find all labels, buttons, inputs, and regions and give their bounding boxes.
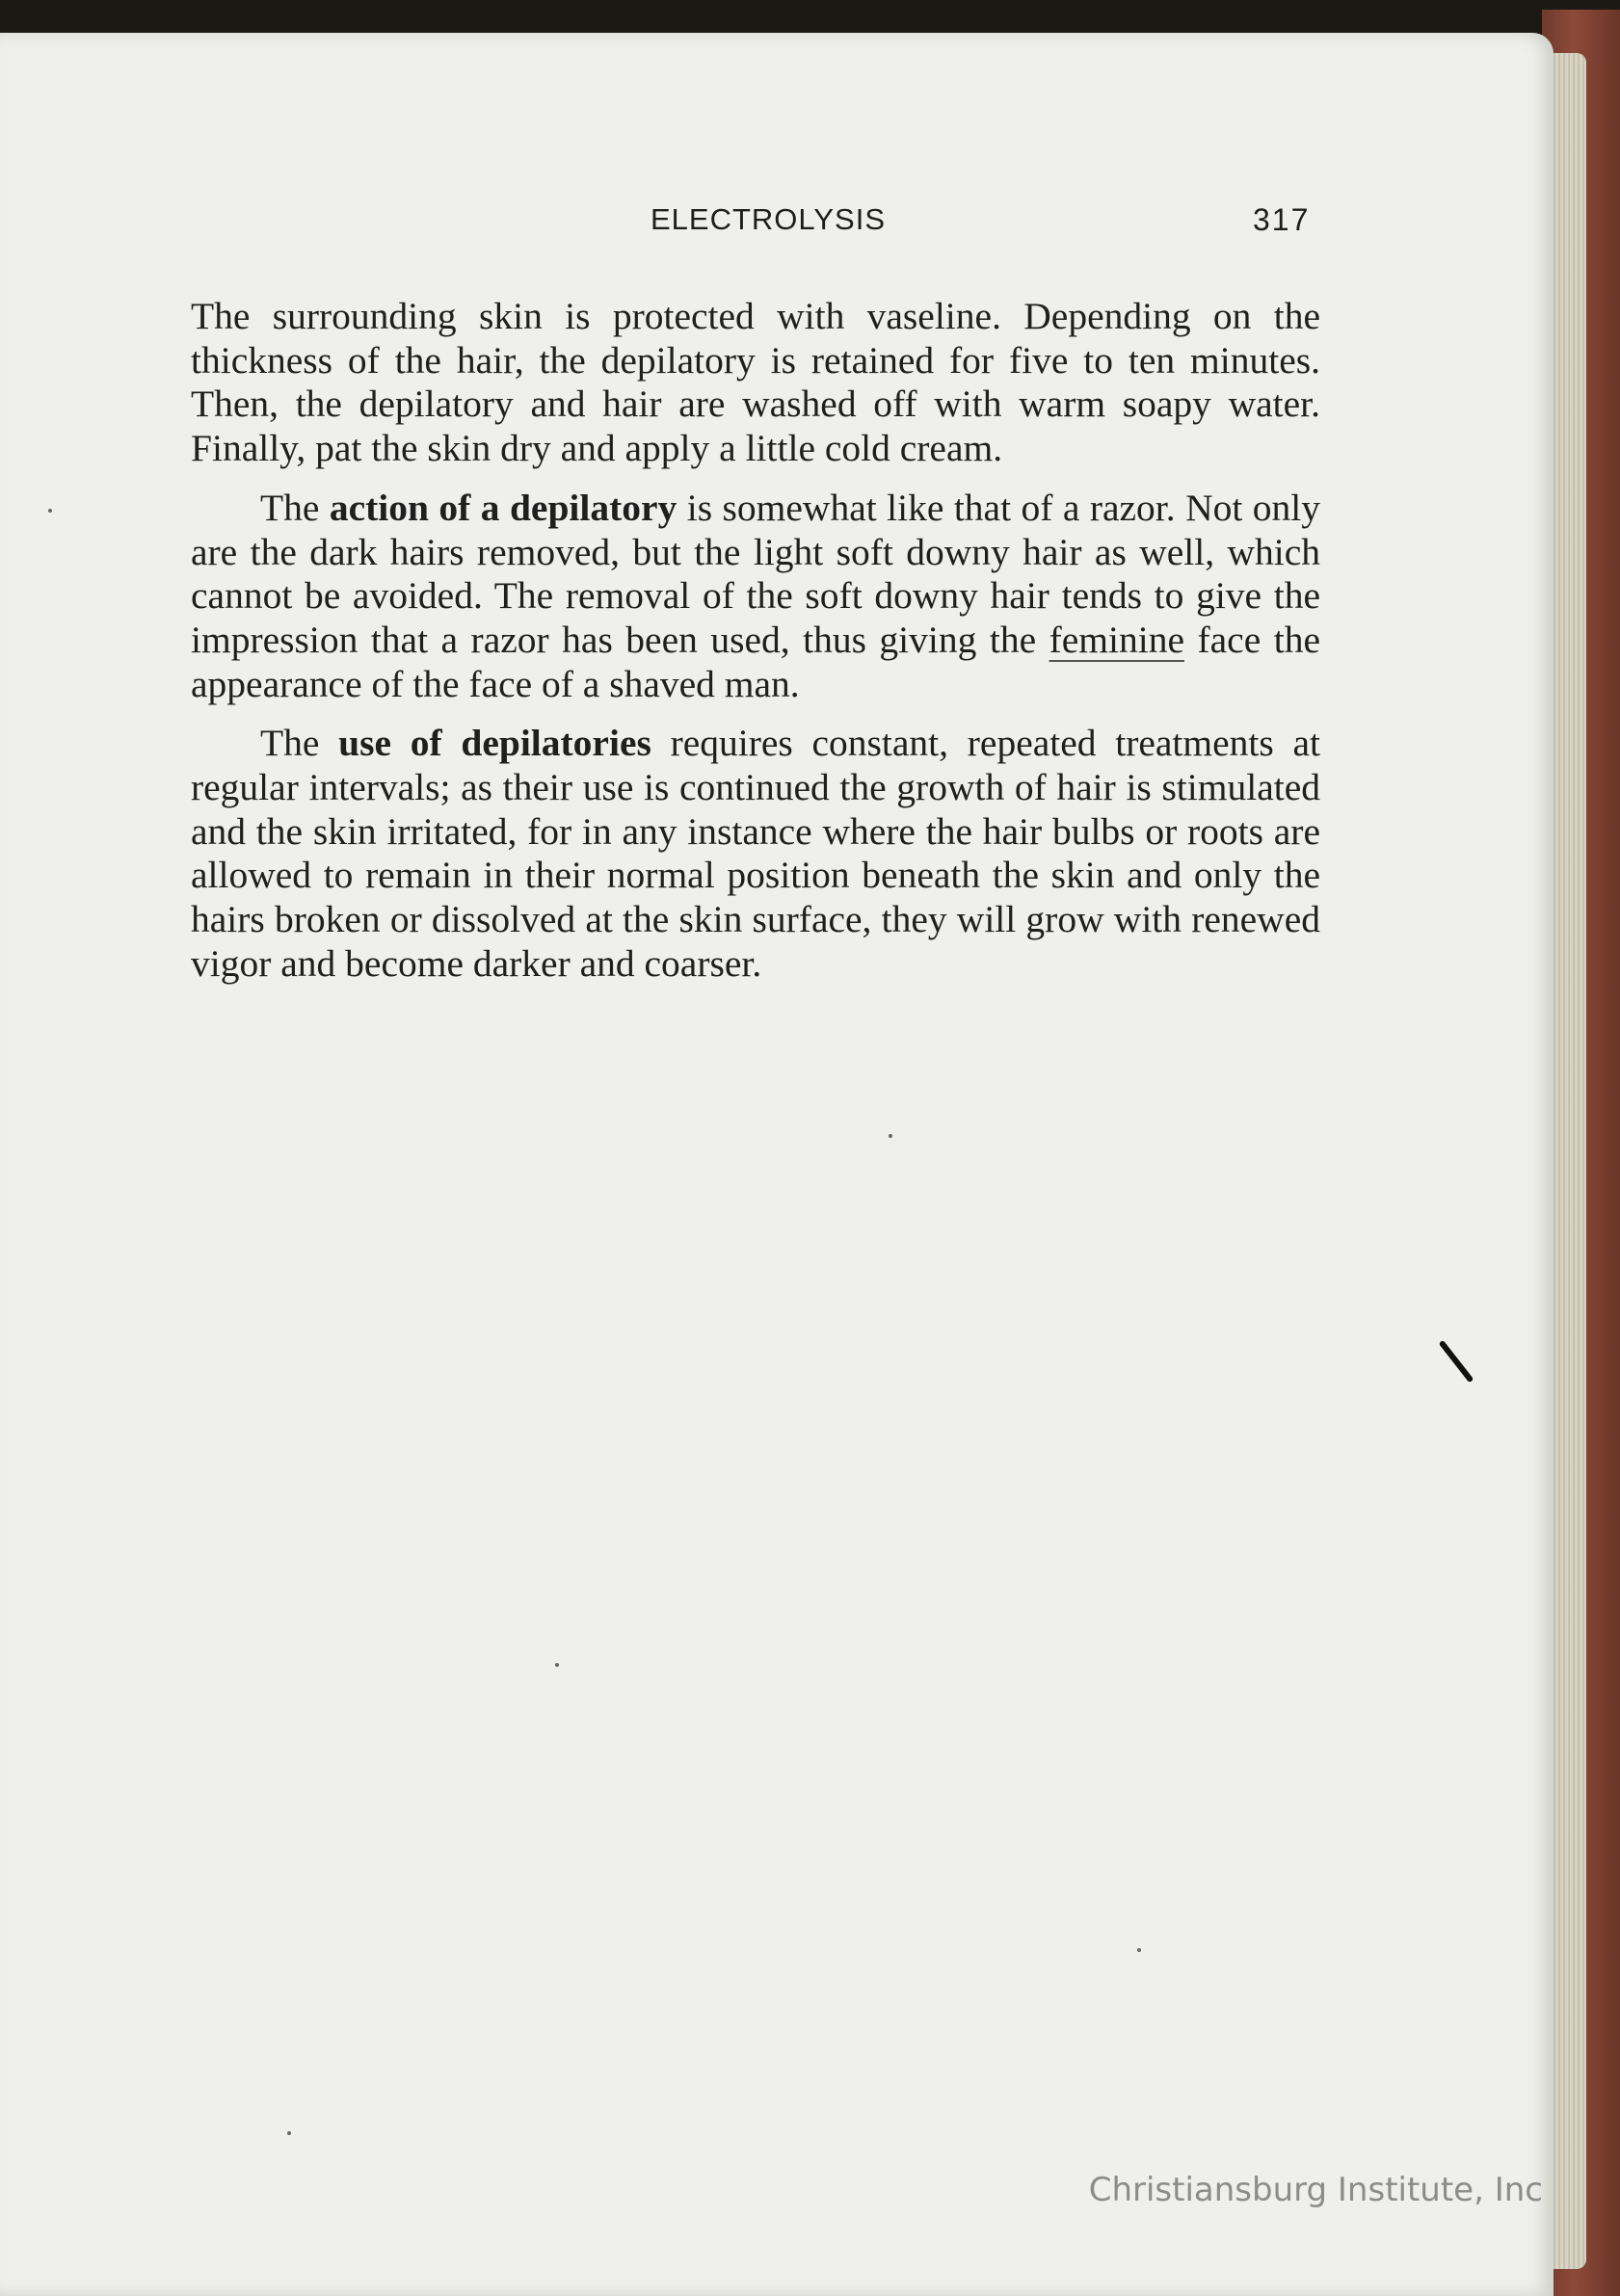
paragraph-2	[191, 487, 1320, 707]
paragraph-1	[191, 295, 1320, 471]
term-use-of-depilatories: use of depilatories	[338, 722, 651, 765]
paper-speck	[555, 1663, 559, 1667]
term-action-of-a-depilatory: action of a depilatory	[329, 486, 677, 529]
paragraph-2-lead: The	[260, 486, 330, 529]
paper-speck	[287, 2131, 291, 2135]
running-title: ELECTROLYSIS	[651, 202, 887, 236]
paragraph-3	[191, 722, 1320, 986]
paper-speck	[48, 509, 52, 513]
watermark: Christiansburg Institute, Inc	[1088, 2171, 1543, 2209]
pencil-mark	[1439, 1340, 1474, 1384]
paper-speck	[1137, 1948, 1141, 1952]
paragraph-2-text-part-2: face the appearance of the face of a shaved man.	[191, 618, 1320, 705]
paper-speck	[889, 1134, 892, 1138]
paragraph-1-text: The surrounding skin is protected with vaseline. Depending on the thickness of the hair, the depilatory is retained for five to ten minutes. Then, the depilatory and hair are washed off with warm soapy water. Finally, pat the skin dry and apply a little cold cream.	[191, 295, 1320, 470]
page-number: 317	[1253, 202, 1311, 237]
running-head	[0, 202, 1554, 241]
book-page	[0, 33, 1554, 2296]
underlined-word-feminine: feminine	[1049, 618, 1185, 661]
paragraph-3-lead: The	[260, 722, 339, 765]
body-text	[191, 295, 1320, 1002]
paragraph-2-text-part-1: is somewhat like that of a razor. Not only are the dark hairs removed, but the light soft downy hair as well, which cannot be avoided. The removal of the soft downy hair tends to give the impression that a razor has been used, thus giving the	[191, 486, 1320, 661]
paragraph-3-text: requires constant, repeated treatments at regular intervals; as their use is continued the growth of hair is stimulated and the skin irritated, for in any instance where the hair bulbs or roots are allowed to remain in their normal position beneath the skin and only the hairs broken or dissolved at the skin surface, they will grow with renewed vigor and become darker and coarser.	[191, 722, 1320, 985]
